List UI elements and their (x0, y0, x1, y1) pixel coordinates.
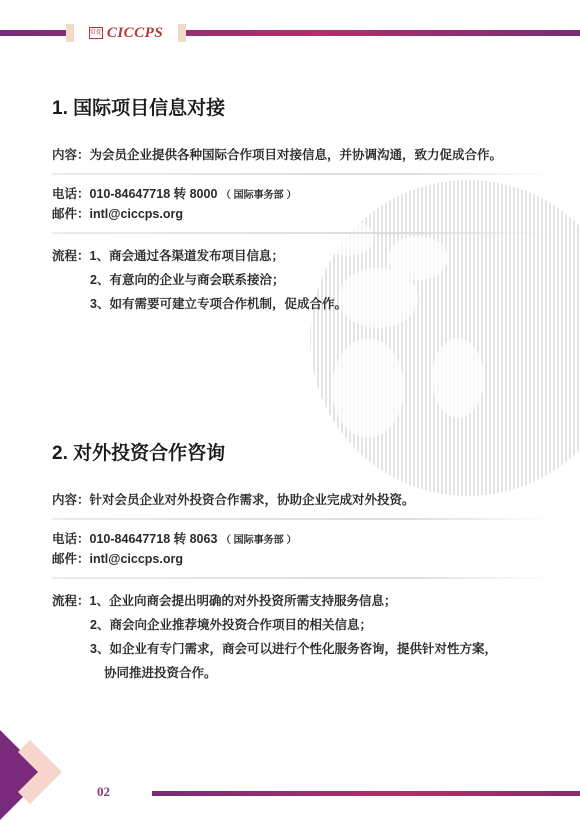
corner-decoration-icon (0, 730, 70, 820)
step-text: 3、如有需要可建立专项合作机制，促成合作。 (90, 297, 347, 311)
content-text: 为会员企业提供各种国际合作项目对接信息，并协调沟通，致力促成合作。 (89, 148, 503, 162)
footer-band (152, 791, 580, 796)
process-step (52, 268, 552, 292)
email-address[interactable]: intl@ciccps.org (89, 552, 183, 566)
email-label: 邮件： (52, 207, 90, 221)
step-text: 1、商会通过各渠道发布项目信息； (89, 249, 284, 263)
section-title: 1. 国际项目信息对接 (52, 98, 226, 119)
content-label: 内容： (52, 148, 90, 162)
email-label: 邮件： (52, 552, 90, 566)
process-label: 流程： (52, 249, 90, 263)
process-step (52, 589, 552, 613)
phone-number: 010-84647718 转 8063 (89, 532, 218, 546)
phone-row (52, 185, 552, 205)
process-step (52, 244, 552, 268)
step-text: 3、如企业有专门需求，商会可以进行个性化服务咨询，提供针对性方案， (90, 642, 497, 656)
content-row (52, 491, 552, 510)
divider (52, 173, 552, 175)
divider (52, 518, 552, 520)
process-step (52, 661, 552, 685)
phone-row (52, 530, 552, 550)
divider (52, 577, 552, 579)
process-list (52, 589, 552, 685)
brand-name: CICCPS (106, 24, 164, 41)
step-text: 1、企业向商会提出明确的对外投资所需支持服务信息； (89, 594, 397, 608)
content-label: 内容： (52, 493, 90, 507)
process-list (52, 244, 552, 316)
step-text: 2、有意向的企业与商会联系接洽； (90, 273, 285, 287)
brand-logo (66, 24, 186, 42)
seal-icon: 贸促 (89, 27, 103, 39)
process-step (52, 292, 552, 316)
section-outbound-investment (52, 441, 552, 685)
email-row (52, 550, 552, 569)
phone-department: （ 国际事务部 ） (220, 535, 297, 546)
step-text: 2、商会向企业推荐境外投资合作项目的相关信息； (90, 618, 372, 632)
section-international-projects (52, 96, 552, 316)
phone-label: 电话： (52, 532, 90, 546)
process-label: 流程： (52, 594, 90, 608)
email-address[interactable]: intl@ciccps.org (89, 207, 183, 221)
phone-department: （ 国际事务部 ） (220, 190, 297, 201)
email-row (52, 205, 552, 224)
step-text: 协同推进投资合作。 (104, 666, 217, 680)
phone-label: 电话： (52, 187, 90, 201)
content-row (52, 146, 552, 165)
page-number: 02 (97, 784, 110, 799)
phone-number: 010-84647718 转 8000 (89, 187, 218, 201)
content-text: 针对会员企业对外投资合作需求，协助企业完成对外投资。 (89, 493, 415, 507)
section-title: 2. 对外投资合作咨询 (52, 443, 226, 464)
process-step (52, 613, 552, 637)
process-step (52, 637, 552, 661)
divider (52, 232, 552, 234)
